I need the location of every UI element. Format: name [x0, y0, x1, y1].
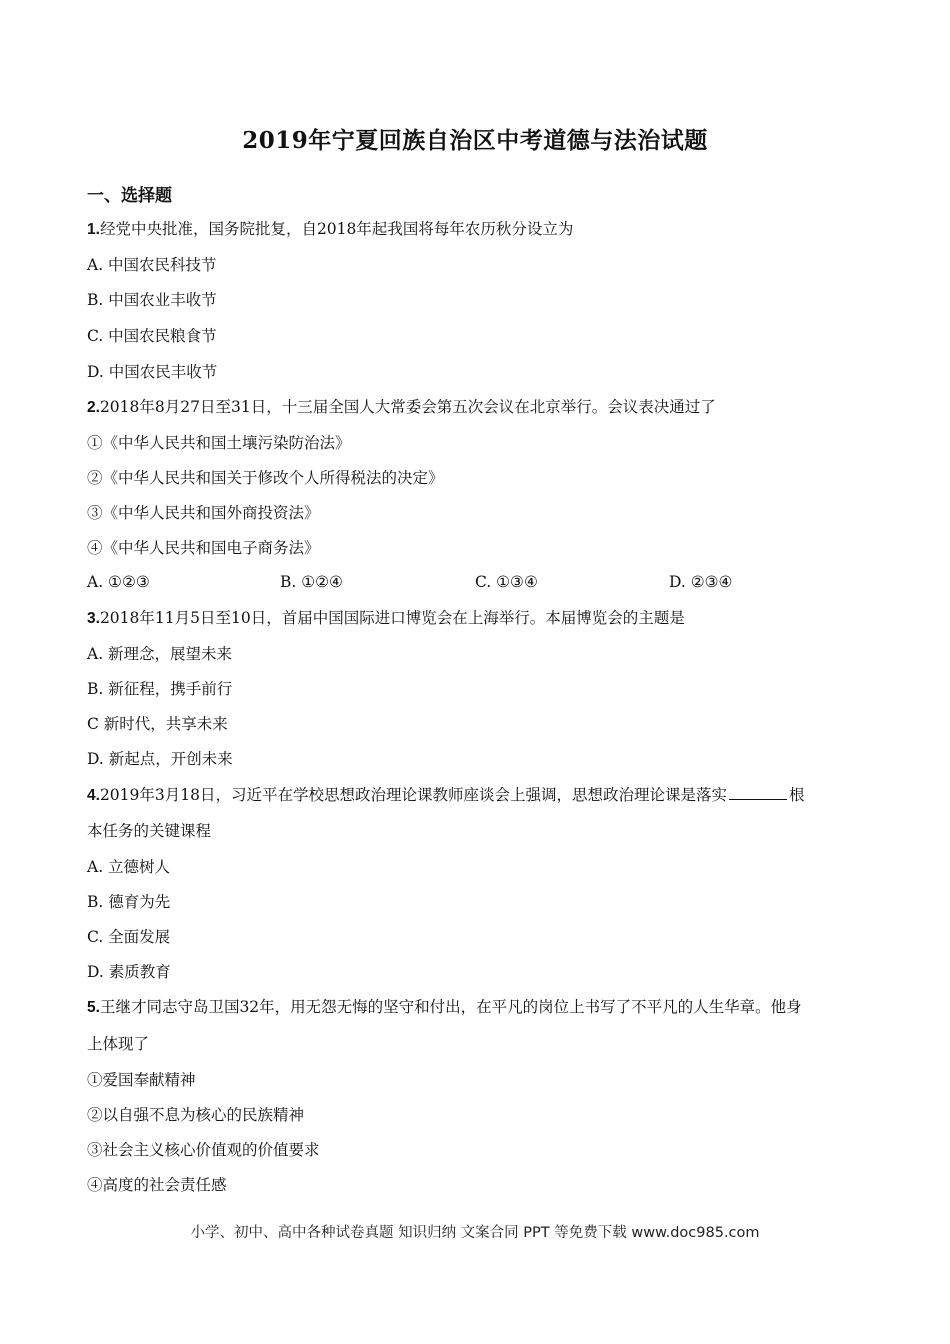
question-text: 2018年8月27日至31日，十三届全国人大常委会第五次会议在北京举行。会议表决通过了	[99, 398, 716, 416]
question-5-item-3: ③社会主义核心价值观的价值要求	[87, 1141, 320, 1159]
question-5-stem-continued: 上体现了	[87, 1035, 150, 1053]
page-title: 2019年宁夏回族自治区中考道德与法治试题	[242, 127, 708, 154]
question-5-item-2: ②以自强不息为核心的民族精神	[87, 1106, 305, 1124]
question-text: 2019年3月18日，习近平在学校思想政治理论课教师座谈会上强调，思想政治理论课是落实	[99, 786, 727, 804]
answer-blank	[729, 785, 787, 800]
question-2-item-4: ④《中华人民共和国电子商务法》	[87, 539, 320, 557]
question-1-option-a: A. 中国农民科技节	[87, 256, 217, 274]
question-text: 2018年11月5日至10日，首届中国国际进口博览会在上海举行。本届博览会的主题是	[99, 609, 685, 627]
question-4-option-d: D. 素质教育	[87, 963, 171, 981]
question-2-option-a: A. ①②③	[87, 573, 150, 591]
page-footer: 小学、初中、高中各种试卷真题 知识归纳 文案合同 PPT 等免费下载 www.doc985.com	[190, 1225, 760, 1241]
question-2-stem	[87, 397, 716, 418]
question-number: 4.	[87, 787, 100, 804]
question-3-option-d: D. 新起点，开创未来	[87, 750, 233, 768]
question-2-item-2: ②《中华人民共和国关于修改个人所得税法的决定》	[87, 469, 444, 487]
question-2-option-b: B. ①②④	[280, 573, 343, 591]
question-4-stem-continued: 本任务的关键课程	[87, 822, 212, 840]
question-1-option-c: C. 中国农民粮食节	[87, 327, 217, 345]
question-number: 2.	[87, 399, 100, 416]
question-2-item-3: ③《中华人民共和国外商投资法》	[87, 504, 320, 522]
question-3-option-a: A. 新理念，展望未来	[87, 645, 233, 663]
question-text-continued: 根	[788, 786, 805, 804]
question-text: 经党中央批准，国务院批复，自2018年起我国将每年农历秋分设立为	[99, 220, 574, 238]
question-4-option-c: C. 全面发展	[87, 928, 171, 946]
question-1-option-d: D. 中国农民丰收节	[87, 363, 218, 381]
question-2-item-1: ①《中华人民共和国土壤污染防治法》	[87, 434, 351, 452]
question-2-options	[87, 573, 847, 593]
question-number: 5.	[87, 999, 100, 1016]
question-number: 1.	[87, 221, 100, 238]
question-number: 3.	[87, 610, 100, 627]
question-2-option-d: D. ②③④	[669, 573, 733, 591]
question-3-option-b: B. 新征程，携手前行	[87, 680, 233, 698]
question-4-option-a: A. 立德树人	[87, 858, 171, 876]
question-3-stem	[87, 608, 685, 629]
question-5-stem	[87, 997, 802, 1018]
question-2-option-c: C. ①③④	[475, 573, 538, 591]
section-heading: 一、选择题	[87, 186, 172, 206]
question-5-item-4: ④高度的社会责任感	[87, 1176, 227, 1194]
question-4-option-b: B. 德育为先	[87, 893, 171, 911]
question-1-option-b: B. 中国农业丰收节	[87, 291, 217, 309]
question-5-item-1: ①爱国奉献精神	[87, 1071, 196, 1089]
question-1-stem	[87, 219, 573, 240]
question-3-option-c: C 新时代，共享未来	[87, 715, 228, 733]
question-4-stem	[87, 785, 805, 806]
question-text: 王继才同志守岛卫国32年，用无怨无悔的坚守和付出，在平凡的岗位上书写了不平凡的人生华章。他身	[99, 998, 802, 1016]
